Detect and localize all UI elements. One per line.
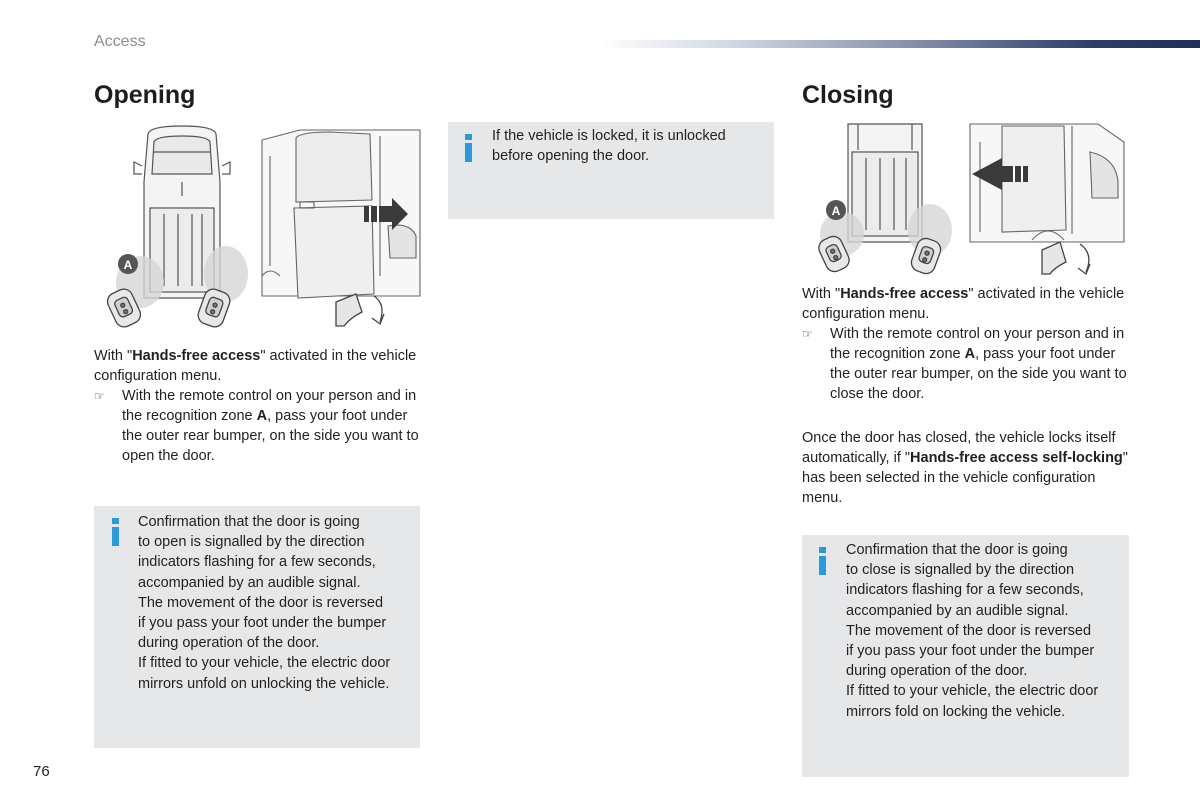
opening-title: Opening (94, 81, 196, 109)
opening-side-view (260, 126, 420, 330)
closing-zone-label: A (831, 204, 841, 218)
section-label: Access (94, 33, 146, 50)
closing-followup: Once the door has closed, the vehicle locks itself automatically, if "Hands-free access self-locking" has been selected in the vehicle configuration menu. (802, 430, 1128, 506)
opening-van-top-view (98, 122, 250, 336)
closing-van-top-view (812, 122, 958, 278)
bullet-marker: ☞ (802, 327, 813, 341)
foot-sweep-icon (1042, 242, 1090, 274)
closing-side-view (968, 122, 1128, 278)
header-bar (598, 40, 1200, 48)
middle-info-text: If the vehicle is locked, it is unlocked before opening the door. (492, 128, 726, 165)
closing-title: Closing (802, 81, 894, 109)
closing-info-box (802, 535, 1129, 777)
middle-info-box (448, 122, 774, 219)
bullet-marker: ☞ (94, 389, 105, 403)
opening-info-box (94, 506, 420, 748)
opening-intro: With "Hands-free access" activated in the vehicle configuration menu. ☞ With the remote control on your person and in the recognition zone A, pass your foot under the outer rear bumper, on the side you want to open the door. (94, 346, 424, 466)
foot-sweep-icon (336, 294, 384, 326)
page-number: 76 (33, 763, 50, 780)
opening-zone-label: A (123, 258, 133, 272)
closing-intro: With "Hands-free access" activated in the vehicle configuration menu. ☞ With the remote control on your person and in the recognition zone A, pass your foot under the outer rear bumper, on the side you want to close the door. (802, 284, 1136, 404)
opening-info-text: Confirmation that the door is going to open is signalled by the direction indicators flashing for a few seconds, accompanied by an audible signal. The movement of the door is reversed if you pass your foot under the bumper during operation of the door. If fitted to your vehicle, the electric door mirrors unfold on unlocking the vehicle. (138, 514, 391, 692)
opening-instruction: ☞ With the remote control on your person and in the recognition zone A, pass your foot under the outer rear bumper, on the side you want to open the door. (94, 388, 419, 464)
closing-instruction: ☞ With the remote control on your person and in the recognition zone A, pass your foot under the outer rear bumper, on the side you want to close the door. (802, 326, 1127, 402)
closing-info-text: Confirmation that the door is going to close is signalled by the direction indicators flashing for a few seconds, accompanied by an audible signal. The movement of the door is reversed if you pass your foot under the bumper during operation of the door. If fitted to your vehicle, the electric door mirrors fold on locking the vehicle. (846, 542, 1099, 720)
